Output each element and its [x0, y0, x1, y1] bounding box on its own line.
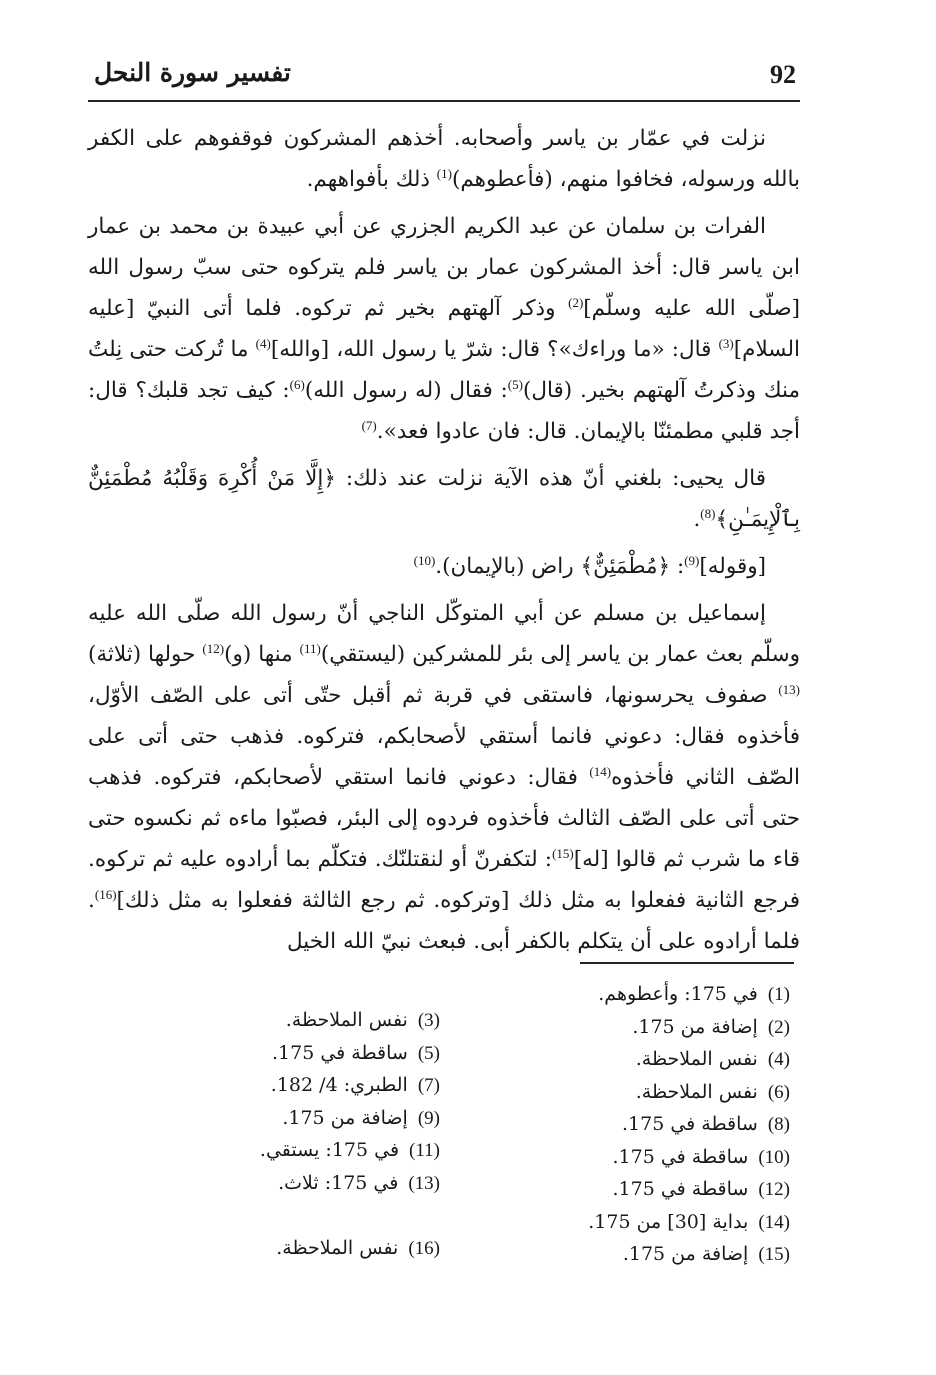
paragraph-text: : لتكفرنّ أو لنقتلنّك. فتكلّم بما أرادوه عليه ثم تركوه. فرجع الثانية ففعلوا به مثل ذلك [وتركوه. ثم رجع الثالثة ففعلوا به مثل ذلك] — [88, 847, 800, 913]
footnote-number: (7) — [417, 1075, 440, 1096]
footnote — [530, 1108, 790, 1141]
footnotes-right-column — [530, 978, 790, 1271]
footnote-marker: (1) — [436, 165, 452, 181]
footnote-text: في 175: وأعطوهم. — [598, 983, 758, 1005]
paragraph-text: منها (و) — [224, 642, 300, 667]
footnote-text: ساقطة في 175. — [621, 1113, 758, 1135]
footnote-marker: (8) — [700, 505, 716, 521]
paragraph-text: : فقال (له رسول الله) — [304, 378, 508, 403]
footnote-text: في 175: يستقي. — [259, 1139, 400, 1161]
footnote — [200, 1134, 440, 1167]
footnote-marker: (11) — [299, 640, 321, 656]
paragraph — [88, 118, 800, 200]
footnote-marker: (16) — [94, 886, 117, 902]
page-number: 92 — [770, 60, 796, 89]
paragraph-text: الفرات بن سلمان عن عبد الكريم الجزري عن أبي عبيدة بن محمد بن عمار ابن ياسر قال: أخذ المشركون عمار بن ياسر فلم يتركوه حتى سبّ رسول الله [صلّى الله عليه وسلّم] — [88, 214, 800, 321]
footnote-number: (13) — [408, 1172, 440, 1194]
footnote-number: (5) — [417, 1042, 440, 1064]
footnote — [530, 1173, 790, 1206]
footnote — [200, 1199, 440, 1232]
paragraph-text: . — [693, 507, 701, 532]
footnote-text: بداية [30] من 175. — [588, 1210, 749, 1233]
footnote-number: (15) — [758, 1244, 790, 1265]
footnote-marker: (10) — [413, 552, 436, 568]
footnote — [200, 1069, 440, 1102]
footnote-number: (16) — [408, 1237, 440, 1259]
footnote-marker: (3) — [718, 335, 734, 351]
footnote-text: نفس الملاحظة. — [635, 1048, 758, 1070]
paragraph-text: قال يحيى: بلغني أنّ هذه الآية نزلت عند ذلك: ﴿إِلَّا مَنْ أُكْرِهَ وَقَلْبُهُ مُطْمَئِنٌّ بِٱلْإِيمَـٰنِ﴾ — [88, 466, 800, 532]
footnote — [200, 1102, 440, 1135]
header-rule — [88, 100, 800, 102]
footnote-marker: (9) — [684, 552, 700, 568]
footnote-text: في 175: ثلاث. — [278, 1171, 399, 1194]
footnote-text: نفس الملاحظة. — [635, 1080, 758, 1103]
footnote-marker: (6) — [289, 376, 305, 392]
footnote-number: (8) — [767, 1114, 790, 1135]
paragraph — [88, 593, 800, 962]
footnote-number: (14) — [758, 1211, 790, 1233]
running-title: تفسير سورة النحل — [94, 58, 291, 87]
paragraph-text: وذكر آلهتهم بخير ثم تركوه. فلما أتى النبيّ [عليه السلام] — [88, 296, 800, 362]
footnote-number: (11) — [409, 1140, 440, 1161]
paragraph — [88, 206, 800, 452]
footnote-number: (3) — [417, 1010, 440, 1031]
footnote-marker: (5) — [507, 376, 523, 392]
footnote-text: إضافة من 175. — [622, 1243, 749, 1265]
footnote-marker: (12) — [202, 640, 225, 656]
footnote-marker: (13) — [778, 681, 800, 697]
footnote-rule — [580, 962, 794, 964]
footnote-marker: (2) — [568, 294, 584, 310]
paragraph-text: : ﴿مُطْمَئِنٌّ﴾ راض (بالإيمان). — [435, 554, 685, 579]
footnote-number: (4) — [767, 1049, 790, 1070]
footnote — [530, 1206, 790, 1239]
footnote — [530, 978, 790, 1011]
footnote — [530, 1141, 790, 1174]
paragraph-text: نزلت في عمّار بن ياسر وأصحابه. أخذهم المشركون فوقفوهم على الكفر بالله ورسوله، فخافوا منهم، (فأعطوهم) — [88, 126, 800, 192]
footnote-text: إضافة من 175. — [632, 1015, 758, 1038]
page-header — [88, 56, 800, 102]
footnote-number: (9) — [417, 1107, 440, 1129]
footnote-number: (1) — [767, 984, 790, 1005]
paragraph — [88, 458, 800, 540]
paragraph-text: حولها (ثلاثة) — [88, 642, 203, 667]
footnote — [200, 1004, 440, 1037]
footnotes-left-column — [200, 1004, 440, 1264]
paragraph-text: فقال: دعوني فانما استقي لأصحابكم، فتركوه. فذهب حتى أتى على الصّف الثالث فأخذوه فردوه إلى البئر، فصبّوا ماءه ثم نكسوه حتى قاء ما شرب ثم قالوا [له] — [88, 765, 800, 872]
paragraph-text: إسماعيل بن مسلم عن أبي المتوكّل الناجي أنّ رسول الله صلّى الله عليه وسلّم بعث عمار بن ياسر إلى بئر للمشركين (ليستقي) — [88, 601, 800, 667]
footnote — [530, 1043, 790, 1076]
footnote-marker: (14) — [589, 763, 612, 779]
paragraph-text: قال: «ما وراءك»؟ قال: شرّ يا رسول الله، [والله] — [270, 337, 719, 362]
footnote — [200, 1232, 440, 1265]
footnote-text: ساقطة في 175. — [612, 1178, 749, 1200]
footnote-marker: (7) — [361, 417, 377, 433]
body-text — [88, 118, 800, 968]
footnote-number: (10) — [758, 1146, 790, 1168]
paragraph-text: ما تُركت حتى نِلتُ منك وذكرتُ آلهتهم بخير. (قال) — [88, 337, 800, 403]
footnote-text: ساقطة في 175. — [271, 1041, 408, 1064]
footnote-text: نفس الملاحظة. — [285, 1009, 408, 1031]
paragraph-text: ذلك بأفواههم. — [306, 167, 437, 192]
footnote-number: (2) — [767, 1016, 790, 1038]
footnote-text: نفس الملاحظة. — [276, 1236, 399, 1259]
footnote-marker: (4) — [255, 335, 271, 351]
footnote-number: (6) — [767, 1081, 790, 1103]
paragraph-text: : كيف تجد قلبك؟ قال: أجد قلبي مطمئنّا بالإيمان. قال: فان عادوا فعد». — [88, 378, 800, 444]
paragraph-text: . فلما أرادوه على أن يتكلم بالكفر أبى. فبعث نبيّ الله الخيل — [88, 888, 800, 954]
paragraph-text: [وقوله] — [699, 554, 766, 579]
footnote — [530, 1076, 790, 1109]
footnote — [200, 1167, 440, 1200]
footnote-text: الطبري: 4/ 182. — [270, 1074, 408, 1096]
footnote-text: إضافة من 175. — [282, 1106, 408, 1129]
paragraph — [88, 546, 800, 587]
footnote — [530, 1011, 790, 1044]
footnote-number: (12) — [758, 1179, 790, 1200]
paragraph-text: صفوف يحرسونها، فاستقى في قربة ثم أقبل حتّى أتى على الصّف الأوّل، فأخذوه فقال: دعوني فانما أستقي لأصحابكم، فتركوه. فذهب حتى أتى على الصّف الثاني فأخذوه — [88, 683, 800, 790]
footnote — [530, 1238, 790, 1271]
footnote — [200, 1037, 440, 1070]
footnote-marker: (15) — [552, 845, 574, 861]
footnote-text: ساقطة في 175. — [612, 1145, 749, 1168]
